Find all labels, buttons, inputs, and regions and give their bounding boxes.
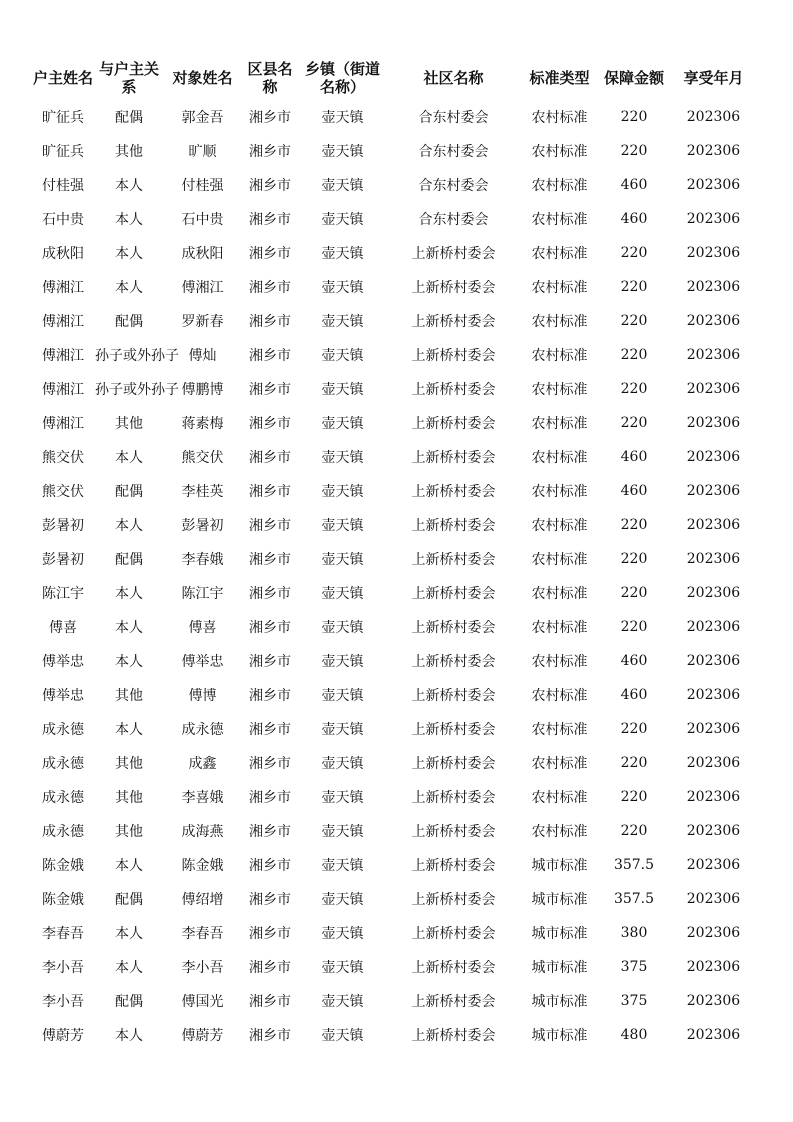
relation-cell: 本人 [115,280,143,296]
table-row [31,542,758,576]
relation-cell: 配偶 [115,994,143,1010]
county-cell: 湘乡市 [249,552,291,568]
period-cell: 202306 [686,823,741,839]
county-cell: 湘乡市 [249,688,291,704]
period-cell: 202306 [686,517,741,533]
table-row [31,610,758,644]
recipient-name-cell: 傅博 [188,688,217,704]
community-cell: 上新桥村委会 [411,756,496,772]
town-cell: 壶天镇 [321,790,364,806]
household-head-cell: 傅举忠 [42,688,84,704]
period-cell: 202306 [686,959,741,975]
amount-cell: 375 [620,993,648,1009]
household-head-cell: 李小吾 [42,960,84,976]
community-cell: 上新桥村委会 [411,790,496,806]
household-head-cell: 傅湘江 [42,280,84,296]
standard-type-cell: 城市标准 [531,858,588,874]
table-row [31,848,758,882]
amount-cell: 220 [620,789,648,805]
recipient-name-cell: 彭暑初 [181,518,224,534]
recipient-name-cell: 成永德 [181,722,224,738]
standard-type-cell: 农村标准 [531,484,588,500]
standard-type-cell: 农村标准 [531,586,588,602]
town-cell: 壶天镇 [321,144,364,160]
recipient-name-cell: 郭金吾 [181,110,224,126]
header-standard-type: 标准类型 [529,68,590,87]
standard-type-cell: 农村标准 [531,450,588,466]
amount-cell: 220 [620,619,648,635]
recipient-name-cell: 熊交伏 [181,450,224,466]
household-head-cell: 付桂强 [42,178,84,194]
recipient-name-cell: 傅喜 [188,620,217,636]
household-head-cell: 傅湘江 [42,416,84,432]
standard-type-cell: 城市标准 [531,1028,588,1044]
town-cell: 壶天镇 [321,960,364,976]
standard-type-cell: 农村标准 [531,348,588,364]
relation-cell: 本人 [115,450,143,466]
relation-cell: 孙子或外孙子 [95,348,179,364]
table-row [31,202,758,236]
recipient-name-cell: 陈金娥 [181,858,224,874]
community-cell: 上新桥村委会 [411,892,496,908]
recipient-name-cell: 旷顺 [188,144,217,160]
community-cell: 合东村委会 [418,144,489,160]
relation-cell: 本人 [115,722,143,738]
community-cell: 上新桥村委会 [411,450,496,466]
recipient-name-cell: 李春吾 [181,926,224,942]
county-cell: 湘乡市 [249,416,291,432]
relation-cell: 本人 [115,178,143,194]
community-cell: 上新桥村委会 [411,960,496,976]
header-amount: 保障金额 [603,68,664,87]
standard-type-cell: 农村标准 [531,552,588,568]
recipient-name-cell: 罗新春 [181,314,224,330]
table-row [31,746,758,780]
table-body [31,100,758,1052]
table-row [31,338,758,372]
county-cell: 湘乡市 [249,450,291,466]
household-head-cell: 陈江宇 [42,586,84,602]
period-cell: 202306 [686,993,741,1009]
community-cell: 上新桥村委会 [411,280,496,296]
household-head-cell: 旷征兵 [42,144,84,160]
amount-cell: 220 [620,347,648,363]
table-row [31,882,758,916]
town-cell: 壶天镇 [321,586,364,602]
recipient-name-cell: 李小吾 [181,960,224,976]
recipient-name-cell: 成海燕 [181,824,224,840]
county-cell: 湘乡市 [249,790,291,806]
table-row [31,236,758,270]
table-row [31,916,758,950]
household-head-cell: 成秋阳 [42,246,84,262]
recipient-name-cell: 傅绍增 [181,892,224,908]
period-cell: 202306 [686,449,741,465]
community-cell: 上新桥村委会 [411,722,496,738]
town-cell: 壶天镇 [321,416,364,432]
household-head-cell: 傅湘江 [42,382,84,398]
county-cell: 湘乡市 [249,212,291,228]
town-cell: 壶天镇 [321,994,364,1010]
amount-cell: 220 [620,109,648,125]
community-cell: 上新桥村委会 [411,926,496,942]
recipient-name-cell: 傅鹏博 [181,382,224,398]
table-row [31,780,758,814]
standard-type-cell: 农村标准 [531,518,588,534]
relation-cell: 其他 [115,416,143,432]
household-head-cell: 傅湘江 [42,348,84,364]
period-cell: 202306 [686,483,741,499]
household-head-cell: 陈金娥 [42,858,84,874]
recipient-name-cell: 李喜娥 [181,790,224,806]
county-cell: 湘乡市 [249,994,291,1010]
county-cell: 湘乡市 [249,960,291,976]
household-head-cell: 成永德 [42,824,84,840]
amount-cell: 460 [620,177,648,193]
community-cell: 上新桥村委会 [411,620,496,636]
community-cell: 上新桥村委会 [411,552,496,568]
relation-cell: 本人 [115,654,143,670]
table-row [31,712,758,746]
household-head-cell: 石中贵 [42,212,84,228]
amount-cell: 220 [620,551,648,567]
period-cell: 202306 [686,177,741,193]
town-cell: 壶天镇 [321,756,364,772]
assistance-table [31,55,758,1052]
recipient-name-cell: 傅灿 [188,348,217,364]
town-cell: 壶天镇 [321,654,364,670]
community-cell: 上新桥村委会 [411,484,496,500]
amount-cell: 220 [620,517,648,533]
recipient-name-cell: 成鑫 [188,756,217,772]
header-recipient-name: 对象姓名 [172,68,233,87]
household-head-cell: 李春吾 [42,926,84,942]
community-cell: 上新桥村委会 [411,586,496,602]
town-cell: 壶天镇 [321,620,364,636]
town-cell: 壶天镇 [321,926,364,942]
community-cell: 上新桥村委会 [411,858,496,874]
period-cell: 202306 [686,143,741,159]
amount-cell: 220 [620,585,648,601]
county-cell: 湘乡市 [249,824,291,840]
standard-type-cell: 农村标准 [531,246,588,262]
community-cell: 合东村委会 [418,110,489,126]
standard-type-cell: 农村标准 [531,416,588,432]
household-head-cell: 陈金娥 [42,892,84,908]
period-cell: 202306 [686,687,741,703]
town-cell: 壶天镇 [321,722,364,738]
amount-cell: 220 [620,415,648,431]
table-row [31,270,758,304]
standard-type-cell: 农村标准 [531,382,588,398]
amount-cell: 220 [620,381,648,397]
town-cell: 壶天镇 [321,1028,364,1044]
recipient-name-cell: 蒋素梅 [181,416,224,432]
standard-type-cell: 农村标准 [531,110,588,126]
relation-cell: 其他 [115,756,143,772]
standard-type-cell: 城市标准 [531,892,588,908]
community-cell: 上新桥村委会 [411,348,496,364]
header-town: 乡镇（街道名称） [304,59,380,96]
period-cell: 202306 [686,551,741,567]
table-header [31,55,758,100]
table-row [31,508,758,542]
period-cell: 202306 [686,279,741,295]
table-row [31,100,758,134]
period-cell: 202306 [686,347,741,363]
period-cell: 202306 [686,925,741,941]
period-cell: 202306 [686,891,741,907]
period-cell: 202306 [686,1027,741,1043]
household-head-cell: 傅湘江 [42,314,84,330]
county-cell: 湘乡市 [249,1028,291,1044]
header-county: 区县名称 [247,59,293,96]
town-cell: 壶天镇 [321,824,364,840]
community-cell: 上新桥村委会 [411,1028,496,1044]
recipient-name-cell: 傅举忠 [181,654,224,670]
household-head-cell: 成永德 [42,756,84,772]
household-head-cell: 傅举忠 [42,654,84,670]
relation-cell: 本人 [115,926,143,942]
town-cell: 壶天镇 [321,858,364,874]
table-row [31,406,758,440]
header-community: 社区名称 [423,68,484,87]
county-cell: 湘乡市 [249,926,291,942]
community-cell: 合东村委会 [418,212,489,228]
amount-cell: 220 [620,279,648,295]
amount-cell: 220 [620,755,648,771]
amount-cell: 380 [620,925,648,941]
county-cell: 湘乡市 [249,892,291,908]
header-relation: 与户主关系 [98,59,159,96]
recipient-name-cell: 傅蔚芳 [181,1028,224,1044]
period-cell: 202306 [686,211,741,227]
standard-type-cell: 城市标准 [531,994,588,1010]
period-cell: 202306 [686,755,741,771]
county-cell: 湘乡市 [249,280,291,296]
community-cell: 上新桥村委会 [411,654,496,670]
amount-cell: 460 [620,211,648,227]
recipient-name-cell: 李春娥 [181,552,224,568]
county-cell: 湘乡市 [249,314,291,330]
period-cell: 202306 [686,313,741,329]
recipient-name-cell: 李桂英 [181,484,224,500]
county-cell: 湘乡市 [249,348,291,364]
standard-type-cell: 农村标准 [531,314,588,330]
standard-type-cell: 农村标准 [531,722,588,738]
header-period: 享受年月 [683,68,744,87]
period-cell: 202306 [686,585,741,601]
recipient-name-cell: 付桂强 [181,178,224,194]
table-row [31,304,758,338]
household-head-cell: 彭暑初 [42,552,84,568]
amount-cell: 480 [620,1027,648,1043]
household-head-cell: 旷征兵 [42,110,84,126]
table-row [31,134,758,168]
community-cell: 上新桥村委会 [411,416,496,432]
table-row [31,168,758,202]
household-head-cell: 成永德 [42,790,84,806]
community-cell: 合东村委会 [418,178,489,194]
amount-cell: 220 [620,245,648,261]
amount-cell: 220 [620,823,648,839]
town-cell: 壶天镇 [321,518,364,534]
relation-cell: 本人 [115,212,143,228]
community-cell: 上新桥村委会 [411,688,496,704]
household-head-cell: 李小吾 [42,994,84,1010]
relation-cell: 配偶 [115,110,143,126]
period-cell: 202306 [686,109,741,125]
relation-cell: 配偶 [115,484,143,500]
town-cell: 壶天镇 [321,280,364,296]
standard-type-cell: 农村标准 [531,654,588,670]
relation-cell: 其他 [115,824,143,840]
period-cell: 202306 [686,619,741,635]
household-head-cell: 熊交伏 [42,450,84,466]
table-row [31,576,758,610]
town-cell: 壶天镇 [321,382,364,398]
county-cell: 湘乡市 [249,518,291,534]
table-row [31,440,758,474]
relation-cell: 配偶 [115,892,143,908]
header-household-head: 户主姓名 [32,68,93,87]
household-head-cell: 熊交伏 [42,484,84,500]
standard-type-cell: 农村标准 [531,756,588,772]
period-cell: 202306 [686,653,741,669]
standard-type-cell: 农村标准 [531,144,588,160]
period-cell: 202306 [686,857,741,873]
table-row [31,644,758,678]
standard-type-cell: 城市标准 [531,926,588,942]
amount-cell: 220 [620,721,648,737]
table-row [31,474,758,508]
town-cell: 壶天镇 [321,484,364,500]
household-head-cell: 傅喜 [49,620,77,636]
community-cell: 上新桥村委会 [411,382,496,398]
county-cell: 湘乡市 [249,144,291,160]
county-cell: 湘乡市 [249,654,291,670]
standard-type-cell: 农村标准 [531,178,588,194]
standard-type-cell: 农村标准 [531,620,588,636]
town-cell: 壶天镇 [321,314,364,330]
standard-type-cell: 农村标准 [531,790,588,806]
standard-type-cell: 农村标准 [531,212,588,228]
household-head-cell: 傅蔚芳 [42,1028,84,1044]
relation-cell: 配偶 [115,552,143,568]
period-cell: 202306 [686,789,741,805]
recipient-name-cell: 成秋阳 [181,246,224,262]
amount-cell: 220 [620,313,648,329]
community-cell: 上新桥村委会 [411,994,496,1010]
amount-cell: 460 [620,653,648,669]
relation-cell: 本人 [115,246,143,262]
county-cell: 湘乡市 [249,858,291,874]
table-row [31,814,758,848]
table-row [31,678,758,712]
amount-cell: 357.5 [613,857,655,873]
relation-cell: 其他 [115,790,143,806]
amount-cell: 460 [620,687,648,703]
county-cell: 湘乡市 [249,586,291,602]
period-cell: 202306 [686,721,741,737]
town-cell: 壶天镇 [321,348,364,364]
town-cell: 壶天镇 [321,178,364,194]
county-cell: 湘乡市 [249,246,291,262]
town-cell: 壶天镇 [321,688,364,704]
town-cell: 壶天镇 [321,110,364,126]
table-row [31,372,758,406]
county-cell: 湘乡市 [249,382,291,398]
table-row [31,984,758,1018]
relation-cell: 本人 [115,858,143,874]
header-row [31,55,758,100]
household-head-cell: 彭暑初 [42,518,84,534]
county-cell: 湘乡市 [249,484,291,500]
standard-type-cell: 农村标准 [531,824,588,840]
town-cell: 壶天镇 [321,246,364,262]
relation-cell: 本人 [115,620,143,636]
county-cell: 湘乡市 [249,756,291,772]
community-cell: 上新桥村委会 [411,246,496,262]
relation-cell: 本人 [115,1028,143,1044]
community-cell: 上新桥村委会 [411,518,496,534]
community-cell: 上新桥村委会 [411,824,496,840]
amount-cell: 220 [620,143,648,159]
table-row [31,1018,758,1052]
community-cell: 上新桥村委会 [411,314,496,330]
relation-cell: 本人 [115,586,143,602]
county-cell: 湘乡市 [249,722,291,738]
recipient-name-cell: 陈江宇 [181,586,224,602]
town-cell: 壶天镇 [321,450,364,466]
recipient-name-cell: 傅国光 [181,994,224,1010]
relation-cell: 配偶 [115,314,143,330]
town-cell: 壶天镇 [321,552,364,568]
town-cell: 壶天镇 [321,212,364,228]
relation-cell: 本人 [115,960,143,976]
amount-cell: 375 [620,959,648,975]
county-cell: 湘乡市 [249,620,291,636]
relation-cell: 其他 [115,144,143,160]
relation-cell: 本人 [115,518,143,534]
town-cell: 壶天镇 [321,892,364,908]
amount-cell: 460 [620,483,648,499]
recipient-name-cell: 石中贵 [181,212,224,228]
relation-cell: 其他 [115,688,143,704]
county-cell: 湘乡市 [249,110,291,126]
period-cell: 202306 [686,415,741,431]
period-cell: 202306 [686,381,741,397]
amount-cell: 357.5 [613,891,655,907]
county-cell: 湘乡市 [249,178,291,194]
recipient-name-cell: 傅湘江 [181,280,224,296]
amount-cell: 460 [620,449,648,465]
relation-cell: 孙子或外孙子 [95,382,179,398]
standard-type-cell: 农村标准 [531,280,588,296]
standard-type-cell: 农村标准 [531,688,588,704]
household-head-cell: 成永德 [42,722,84,738]
standard-type-cell: 城市标准 [531,960,588,976]
period-cell: 202306 [686,245,741,261]
table-row [31,950,758,984]
